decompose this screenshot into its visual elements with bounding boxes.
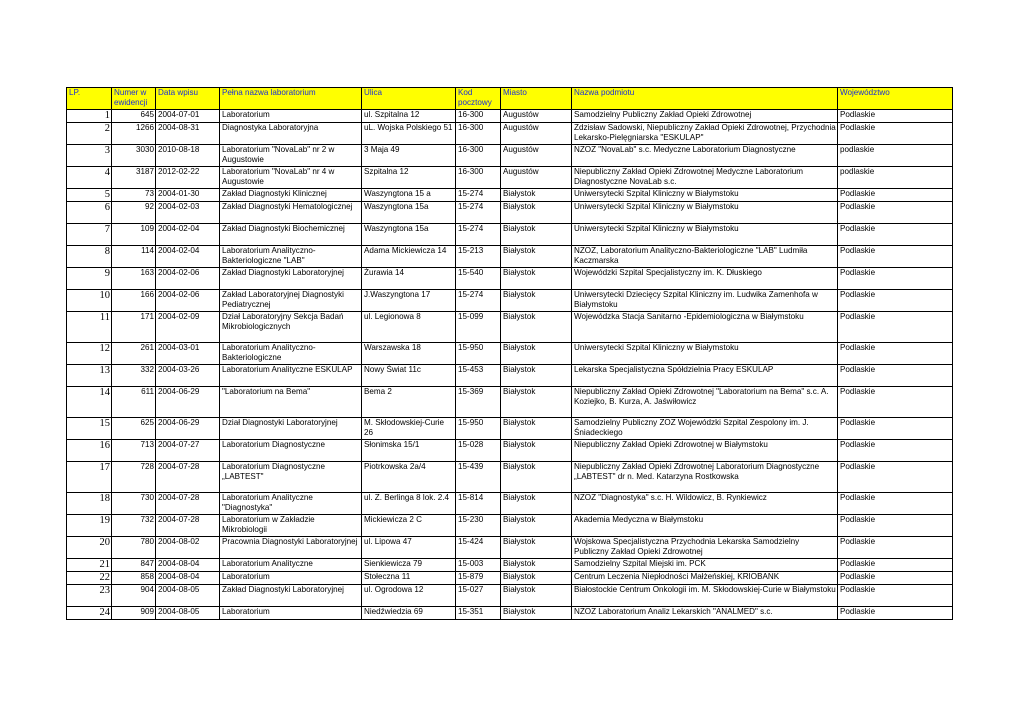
table-row: [67, 559, 953, 572]
nazwa-laboratorium-cell: Zakład Diagnostyki Laboratoryjnej: [220, 268, 362, 290]
lp-cell: 8: [67, 246, 112, 268]
numer-cell: 166: [112, 290, 156, 312]
nazwa-laboratorium-cell: "Laboratorium na Bema": [220, 387, 362, 418]
header-kod: Kod pocztowy: [456, 88, 501, 110]
table-row: [67, 365, 953, 387]
miasto-cell: Augustów: [501, 110, 572, 123]
nazwa-podmiotu-cell: Uniwersytecki Szpital Kliniczny w Białymstoku: [572, 224, 838, 246]
numer-cell: 332: [112, 365, 156, 387]
wojewodztwo-cell: Podlaskie: [838, 312, 953, 343]
data-wpisu-cell: 2004-07-01: [156, 110, 220, 123]
lp-cell: 14: [67, 387, 112, 418]
kod-pocztowy-cell: 16-300: [456, 145, 501, 167]
lp-cell: 13: [67, 365, 112, 387]
table-row: [67, 585, 953, 607]
nazwa-laboratorium-cell: Laboratorium: [220, 572, 362, 585]
lp-cell: 1: [67, 110, 112, 123]
table-row: [67, 312, 953, 343]
header-nazwa: Pełna nazwa laboratorium: [220, 88, 362, 110]
numer-cell: 261: [112, 343, 156, 365]
nazwa-podmiotu-cell: Akademia Medyczna w Białymstoku: [572, 515, 838, 537]
table-row: [67, 246, 953, 268]
table-row: [67, 440, 953, 462]
kod-pocztowy-cell: 15-351: [456, 607, 501, 620]
numer-cell: 114: [112, 246, 156, 268]
wojewodztwo-cell: Podlaskie: [838, 607, 953, 620]
table-row: [67, 607, 953, 620]
header-row: [67, 88, 953, 110]
ulica-cell: Piotrkowska 2a/4: [362, 462, 456, 493]
table-row: [67, 462, 953, 493]
wojewodztwo-cell: Podlaskie: [838, 202, 953, 224]
kod-pocztowy-cell: 15-950: [456, 418, 501, 440]
ulica-cell: Waszyngtona 15a: [362, 202, 456, 224]
data-wpisu-cell: 2004-08-31: [156, 123, 220, 145]
data-wpisu-cell: 2004-03-01: [156, 343, 220, 365]
lp-cell: 3: [67, 145, 112, 167]
nazwa-podmiotu-cell: Niepubliczny Zakład Opieki Zdrowotnej "Laboratorium na Bema" s.c. A. Koziejko, B. Kurza, A. Jaświłowicz: [572, 387, 838, 418]
table-row: [67, 343, 953, 365]
header-miasto: Miasto: [501, 88, 572, 110]
miasto-cell: Białystok: [501, 290, 572, 312]
table-row: [67, 167, 953, 189]
numer-cell: 3030: [112, 145, 156, 167]
wojewodztwo-cell: Podlaskie: [838, 268, 953, 290]
lp-cell: 15: [67, 418, 112, 440]
header-data: Data wpisu: [156, 88, 220, 110]
nazwa-laboratorium-cell: Dział Diagnostyki Laboratoryjnej: [220, 418, 362, 440]
numer-cell: 730: [112, 493, 156, 515]
table-row: [67, 290, 953, 312]
wojewodztwo-cell: Podlaskie: [838, 290, 953, 312]
nazwa-laboratorium-cell: Laboratorium: [220, 607, 362, 620]
nazwa-laboratorium-cell: Laboratorium "NovaLab" nr 4 w Augustowie: [220, 167, 362, 189]
nazwa-podmiotu-cell: NZOZ Laboratorium Analiz Lekarskich "ANALMED" s.c.: [572, 607, 838, 620]
data-wpisu-cell: 2004-08-04: [156, 572, 220, 585]
table-row: [67, 387, 953, 418]
data-wpisu-cell: 2004-02-04: [156, 246, 220, 268]
ulica-cell: Słonimska 15/1: [362, 440, 456, 462]
lp-cell: 18: [67, 493, 112, 515]
wojewodztwo-cell: Podlaskie: [838, 189, 953, 202]
lp-cell: 16: [67, 440, 112, 462]
wojewodztwo-cell: Podlaskie: [838, 365, 953, 387]
ulica-cell: Niedźwiedzia 69: [362, 607, 456, 620]
miasto-cell: Białystok: [501, 418, 572, 440]
miasto-cell: Białystok: [501, 246, 572, 268]
data-wpisu-cell: 2004-07-27: [156, 440, 220, 462]
nazwa-podmiotu-cell: NZOZ "NovaLab" s.c. Medyczne Laboratorium Diagnostyczne: [572, 145, 838, 167]
wojewodztwo-cell: Podlaskie: [838, 559, 953, 572]
table-row: [67, 572, 953, 585]
data-wpisu-cell: 2004-07-28: [156, 515, 220, 537]
wojewodztwo-cell: Podlaskie: [838, 224, 953, 246]
header-woj: Województwo: [838, 88, 953, 110]
ulica-cell: Sienkiewicza 79: [362, 559, 456, 572]
data-wpisu-cell: 2004-02-03: [156, 202, 220, 224]
lp-cell: 12: [67, 343, 112, 365]
kod-pocztowy-cell: 16-300: [456, 123, 501, 145]
wojewodztwo-cell: podlaskie: [838, 167, 953, 189]
miasto-cell: Białystok: [501, 493, 572, 515]
ulica-cell: Żurawia 14: [362, 268, 456, 290]
miasto-cell: Augustów: [501, 123, 572, 145]
nazwa-podmiotu-cell: Lekarska Specjalistyczna Spółdzielnia Pracy ESKULAP: [572, 365, 838, 387]
lp-cell: 5: [67, 189, 112, 202]
table-row: [67, 145, 953, 167]
kod-pocztowy-cell: 15-027: [456, 585, 501, 607]
nazwa-podmiotu-cell: Niepubliczny Zakład Opieki Zdrowotnej w Białymstoku: [572, 440, 838, 462]
data-wpisu-cell: 2004-02-09: [156, 312, 220, 343]
wojewodztwo-cell: podlaskie: [838, 145, 953, 167]
numer-cell: 728: [112, 462, 156, 493]
kod-pocztowy-cell: 15-099: [456, 312, 501, 343]
lp-cell: 19: [67, 515, 112, 537]
ulica-cell: ul. Z. Berlinga 8 lok. 2.4: [362, 493, 456, 515]
miasto-cell: Białystok: [501, 268, 572, 290]
lp-cell: 24: [67, 607, 112, 620]
kod-pocztowy-cell: 15-274: [456, 202, 501, 224]
miasto-cell: Białystok: [501, 559, 572, 572]
wojewodztwo-cell: Podlaskie: [838, 246, 953, 268]
ulica-cell: Bema 2: [362, 387, 456, 418]
data-wpisu-cell: 2004-01-30: [156, 189, 220, 202]
nazwa-laboratorium-cell: Laboratorium Analityczne "Diagnostyka": [220, 493, 362, 515]
lp-cell: 17: [67, 462, 112, 493]
lp-cell: 7: [67, 224, 112, 246]
nazwa-laboratorium-cell: Zakład Laboratoryjnej Diagnostyki Pediatrycznej: [220, 290, 362, 312]
nazwa-laboratorium-cell: Laboratorium Analityczne: [220, 559, 362, 572]
data-wpisu-cell: 2004-03-26: [156, 365, 220, 387]
nazwa-podmiotu-cell: NZOZ "Diagnostyka" s.c. H. Wildowicz, B. Rynkiewicz: [572, 493, 838, 515]
miasto-cell: Białystok: [501, 365, 572, 387]
kod-pocztowy-cell: 15-814: [456, 493, 501, 515]
nazwa-podmiotu-cell: Uniwersytecki Szpital Kliniczny w Białymstoku: [572, 189, 838, 202]
data-wpisu-cell: 2004-06-29: [156, 387, 220, 418]
ulica-cell: ul. Lipowa 47: [362, 537, 456, 559]
kod-pocztowy-cell: 15-028: [456, 440, 501, 462]
numer-cell: 713: [112, 440, 156, 462]
nazwa-podmiotu-cell: Wojewódzki Szpital Specjalistyczny im. K. Dłuskiego: [572, 268, 838, 290]
data-wpisu-cell: 2004-08-04: [156, 559, 220, 572]
kod-pocztowy-cell: 15-424: [456, 537, 501, 559]
nazwa-laboratorium-cell: Laboratorium "NovaLab" nr 2 w Augustowie: [220, 145, 362, 167]
lp-cell: 21: [67, 559, 112, 572]
nazwa-podmiotu-cell: Uniwersytecki Szpital Kliniczny w Białymstoku: [572, 202, 838, 224]
nazwa-laboratorium-cell: Pracownia Diagnostyki Laboratoryjnej: [220, 537, 362, 559]
nazwa-laboratorium-cell: Zakład Diagnostyki Biochemicznej: [220, 224, 362, 246]
nazwa-laboratorium-cell: Laboratorium Diagnostyczne „LABTEST": [220, 462, 362, 493]
miasto-cell: Białystok: [501, 440, 572, 462]
table-row: [67, 189, 953, 202]
data-wpisu-cell: 2004-02-04: [156, 224, 220, 246]
nazwa-laboratorium-cell: Zakład Diagnostyki Laboratoryjnej: [220, 585, 362, 607]
nazwa-podmiotu-cell: Centrum Leczenia Niepłodności Małżeńskiej, KRIOBANK: [572, 572, 838, 585]
table-row: [67, 224, 953, 246]
nazwa-laboratorium-cell: Dział Laboratoryjny Sekcja Badań Mikrobiologicznych: [220, 312, 362, 343]
table-row: [67, 123, 953, 145]
miasto-cell: Augustów: [501, 167, 572, 189]
ulica-cell: Warszawska 18: [362, 343, 456, 365]
miasto-cell: Białystok: [501, 572, 572, 585]
nazwa-podmiotu-cell: Białostockie Centrum Onkologii im. M. Skłodowskiej-Curie w Białymstoku: [572, 585, 838, 607]
nazwa-laboratorium-cell: Laboratorium Analityczne ESKULAP: [220, 365, 362, 387]
lp-cell: 22: [67, 572, 112, 585]
kod-pocztowy-cell: 16-300: [456, 110, 501, 123]
table-row: [67, 515, 953, 537]
numer-cell: 611: [112, 387, 156, 418]
ulica-cell: M. Skłodowskiej-Curie 26: [362, 418, 456, 440]
numer-cell: 163: [112, 268, 156, 290]
nazwa-podmiotu-cell: NZOZ, Laboratorium Analityczno-Bakteriologiczne "LAB" Ludmiła Kaczmarska: [572, 246, 838, 268]
miasto-cell: Białystok: [501, 462, 572, 493]
numer-cell: 625: [112, 418, 156, 440]
lp-cell: 20: [67, 537, 112, 559]
table-row: [67, 418, 953, 440]
data-wpisu-cell: 2010-08-18: [156, 145, 220, 167]
miasto-cell: Białystok: [501, 343, 572, 365]
wojewodztwo-cell: Podlaskie: [838, 462, 953, 493]
nazwa-podmiotu-cell: Wojskowa Specjalistyczna Przychodnia Lekarska Samodzielny Publiczny Zakład Opieki Zdrowotnej: [572, 537, 838, 559]
miasto-cell: Białystok: [501, 607, 572, 620]
lp-cell: 9: [67, 268, 112, 290]
data-wpisu-cell: 2004-07-28: [156, 462, 220, 493]
numer-cell: 92: [112, 202, 156, 224]
data-wpisu-cell: 2004-06-29: [156, 418, 220, 440]
wojewodztwo-cell: Podlaskie: [838, 585, 953, 607]
ulica-cell: Adama Mickiewicza 14: [362, 246, 456, 268]
ulica-cell: ul. Legionowa 8: [362, 312, 456, 343]
data-wpisu-cell: 2004-07-28: [156, 493, 220, 515]
nazwa-laboratorium-cell: Laboratorium: [220, 110, 362, 123]
kod-pocztowy-cell: 15-879: [456, 572, 501, 585]
lp-cell: 11: [67, 312, 112, 343]
ulica-cell: J.Waszyngtona 17: [362, 290, 456, 312]
nazwa-podmiotu-cell: Uniwersytecki Dziecięcy Szpital Kliniczny im. Ludwika Zamenhofa w Białymstoku: [572, 290, 838, 312]
wojewodztwo-cell: Podlaskie: [838, 110, 953, 123]
header-podmiot: Nazwa podmiotu: [572, 88, 838, 110]
wojewodztwo-cell: Podlaskie: [838, 537, 953, 559]
lp-cell: 4: [67, 167, 112, 189]
numer-cell: 847: [112, 559, 156, 572]
kod-pocztowy-cell: 15-369: [456, 387, 501, 418]
nazwa-podmiotu-cell: Samodzielny Publiczny Zakład Opieki Zdrowotnej: [572, 110, 838, 123]
kod-pocztowy-cell: 15-230: [456, 515, 501, 537]
lp-cell: 23: [67, 585, 112, 607]
kod-pocztowy-cell: 15-274: [456, 290, 501, 312]
nazwa-podmiotu-cell: Samodzielny Publiczny ZOZ Wojewódzki Szpital Zespolony im. J. Śniadeckiego: [572, 418, 838, 440]
numer-cell: 909: [112, 607, 156, 620]
numer-cell: 732: [112, 515, 156, 537]
header-lp: LP.: [67, 88, 112, 110]
numer-cell: 3187: [112, 167, 156, 189]
data-wpisu-cell: 2004-02-06: [156, 290, 220, 312]
nazwa-podmiotu-cell: Samodzielny Szpital Miejski im. PCK: [572, 559, 838, 572]
wojewodztwo-cell: Podlaskie: [838, 515, 953, 537]
ulica-cell: Stołeczna 11: [362, 572, 456, 585]
miasto-cell: Białystok: [501, 312, 572, 343]
nazwa-laboratorium-cell: Laboratorium Diagnostyczne: [220, 440, 362, 462]
wojewodztwo-cell: Podlaskie: [838, 493, 953, 515]
laboratory-register-table: [66, 87, 953, 620]
nazwa-podmiotu-cell: Wojewódzka Stacja Sanitarno -Epidemiologiczna w Białymstoku: [572, 312, 838, 343]
ulica-cell: Waszyngtona 15 a: [362, 189, 456, 202]
wojewodztwo-cell: Podlaskie: [838, 572, 953, 585]
kod-pocztowy-cell: 16-300: [456, 167, 501, 189]
table-body: [67, 110, 953, 620]
table-row: [67, 537, 953, 559]
kod-pocztowy-cell: 15-003: [456, 559, 501, 572]
ulica-cell: ul. Ogrodowa 12: [362, 585, 456, 607]
data-wpisu-cell: 2004-08-05: [156, 585, 220, 607]
nazwa-laboratorium-cell: Zakład Diagnostyki Hematologicznej: [220, 202, 362, 224]
miasto-cell: Białystok: [501, 224, 572, 246]
numer-cell: 1266: [112, 123, 156, 145]
numer-cell: 171: [112, 312, 156, 343]
miasto-cell: Augustów: [501, 145, 572, 167]
data-wpisu-cell: 2004-08-02: [156, 537, 220, 559]
data-wpisu-cell: 2012-02-22: [156, 167, 220, 189]
ulica-cell: Nowy Świat 11c: [362, 365, 456, 387]
wojewodztwo-cell: Podlaskie: [838, 418, 953, 440]
kod-pocztowy-cell: 15-453: [456, 365, 501, 387]
header-ulica: Ulica: [362, 88, 456, 110]
ulica-cell: Szpitalna 12: [362, 167, 456, 189]
ulica-cell: ul. Szpitalna 12: [362, 110, 456, 123]
numer-cell: 858: [112, 572, 156, 585]
kod-pocztowy-cell: 15-439: [456, 462, 501, 493]
kod-pocztowy-cell: 15-274: [456, 224, 501, 246]
nazwa-podmiotu-cell: Niepubliczny Zakład Opieki Zdrowotnej Medyczne Laboratorium Diagnostyczne NovaLab s.c.: [572, 167, 838, 189]
table-row: [67, 268, 953, 290]
lp-cell: 6: [67, 202, 112, 224]
wojewodztwo-cell: Podlaskie: [838, 343, 953, 365]
nazwa-laboratorium-cell: Laboratorium w Zakładzie Mikrobiologii: [220, 515, 362, 537]
wojewodztwo-cell: Podlaskie: [838, 387, 953, 418]
nazwa-laboratorium-cell: Laboratorium Analityczno-Bakteriologiczne "LAB": [220, 246, 362, 268]
numer-cell: 904: [112, 585, 156, 607]
table-row: [67, 110, 953, 123]
lp-cell: 10: [67, 290, 112, 312]
kod-pocztowy-cell: 15-950: [456, 343, 501, 365]
miasto-cell: Białystok: [501, 387, 572, 418]
table-row: [67, 493, 953, 515]
nazwa-laboratorium-cell: Zakład Diagnostyki Klinicznej: [220, 189, 362, 202]
nazwa-podmiotu-cell: Uniwersytecki Szpital Kliniczny w Białymstoku: [572, 343, 838, 365]
nazwa-podmiotu-cell: Niepubliczny Zakład Opieki Zdrowotnej Laboratorium Diagnostyczne „LABTEST" dr n. Med. Katarzyna Rostkowska: [572, 462, 838, 493]
header-numer: Numer w ewidencji: [112, 88, 156, 110]
miasto-cell: Białystok: [501, 202, 572, 224]
lp-cell: 2: [67, 123, 112, 145]
wojewodztwo-cell: Podlaskie: [838, 123, 953, 145]
miasto-cell: Białystok: [501, 585, 572, 607]
kod-pocztowy-cell: 15-274: [456, 189, 501, 202]
nazwa-laboratorium-cell: Diagnostyka Laboratoryjna: [220, 123, 362, 145]
ulica-cell: Waszyngtona 15a: [362, 224, 456, 246]
miasto-cell: Białystok: [501, 537, 572, 559]
data-wpisu-cell: 2004-08-05: [156, 607, 220, 620]
ulica-cell: uL. Wojska Polskiego 51: [362, 123, 456, 145]
numer-cell: 109: [112, 224, 156, 246]
wojewodztwo-cell: Podlaskie: [838, 440, 953, 462]
data-wpisu-cell: 2004-02-06: [156, 268, 220, 290]
kod-pocztowy-cell: 15-213: [456, 246, 501, 268]
nazwa-podmiotu-cell: Zdzisław Sadowski, Niepubliczny Zakład Opieki Zdrowotnej, Przychodnia Lekarsko-Pielęgniarska "ESKULAP": [572, 123, 838, 145]
table-row: [67, 202, 953, 224]
miasto-cell: Białystok: [501, 515, 572, 537]
numer-cell: 780: [112, 537, 156, 559]
kod-pocztowy-cell: 15-540: [456, 268, 501, 290]
numer-cell: 73: [112, 189, 156, 202]
ulica-cell: Mickiewicza 2 C: [362, 515, 456, 537]
ulica-cell: 3 Maja 49: [362, 145, 456, 167]
numer-cell: 645: [112, 110, 156, 123]
miasto-cell: Białystok: [501, 189, 572, 202]
nazwa-laboratorium-cell: Laboratorium Analityczno-Bakteriologiczne: [220, 343, 362, 365]
